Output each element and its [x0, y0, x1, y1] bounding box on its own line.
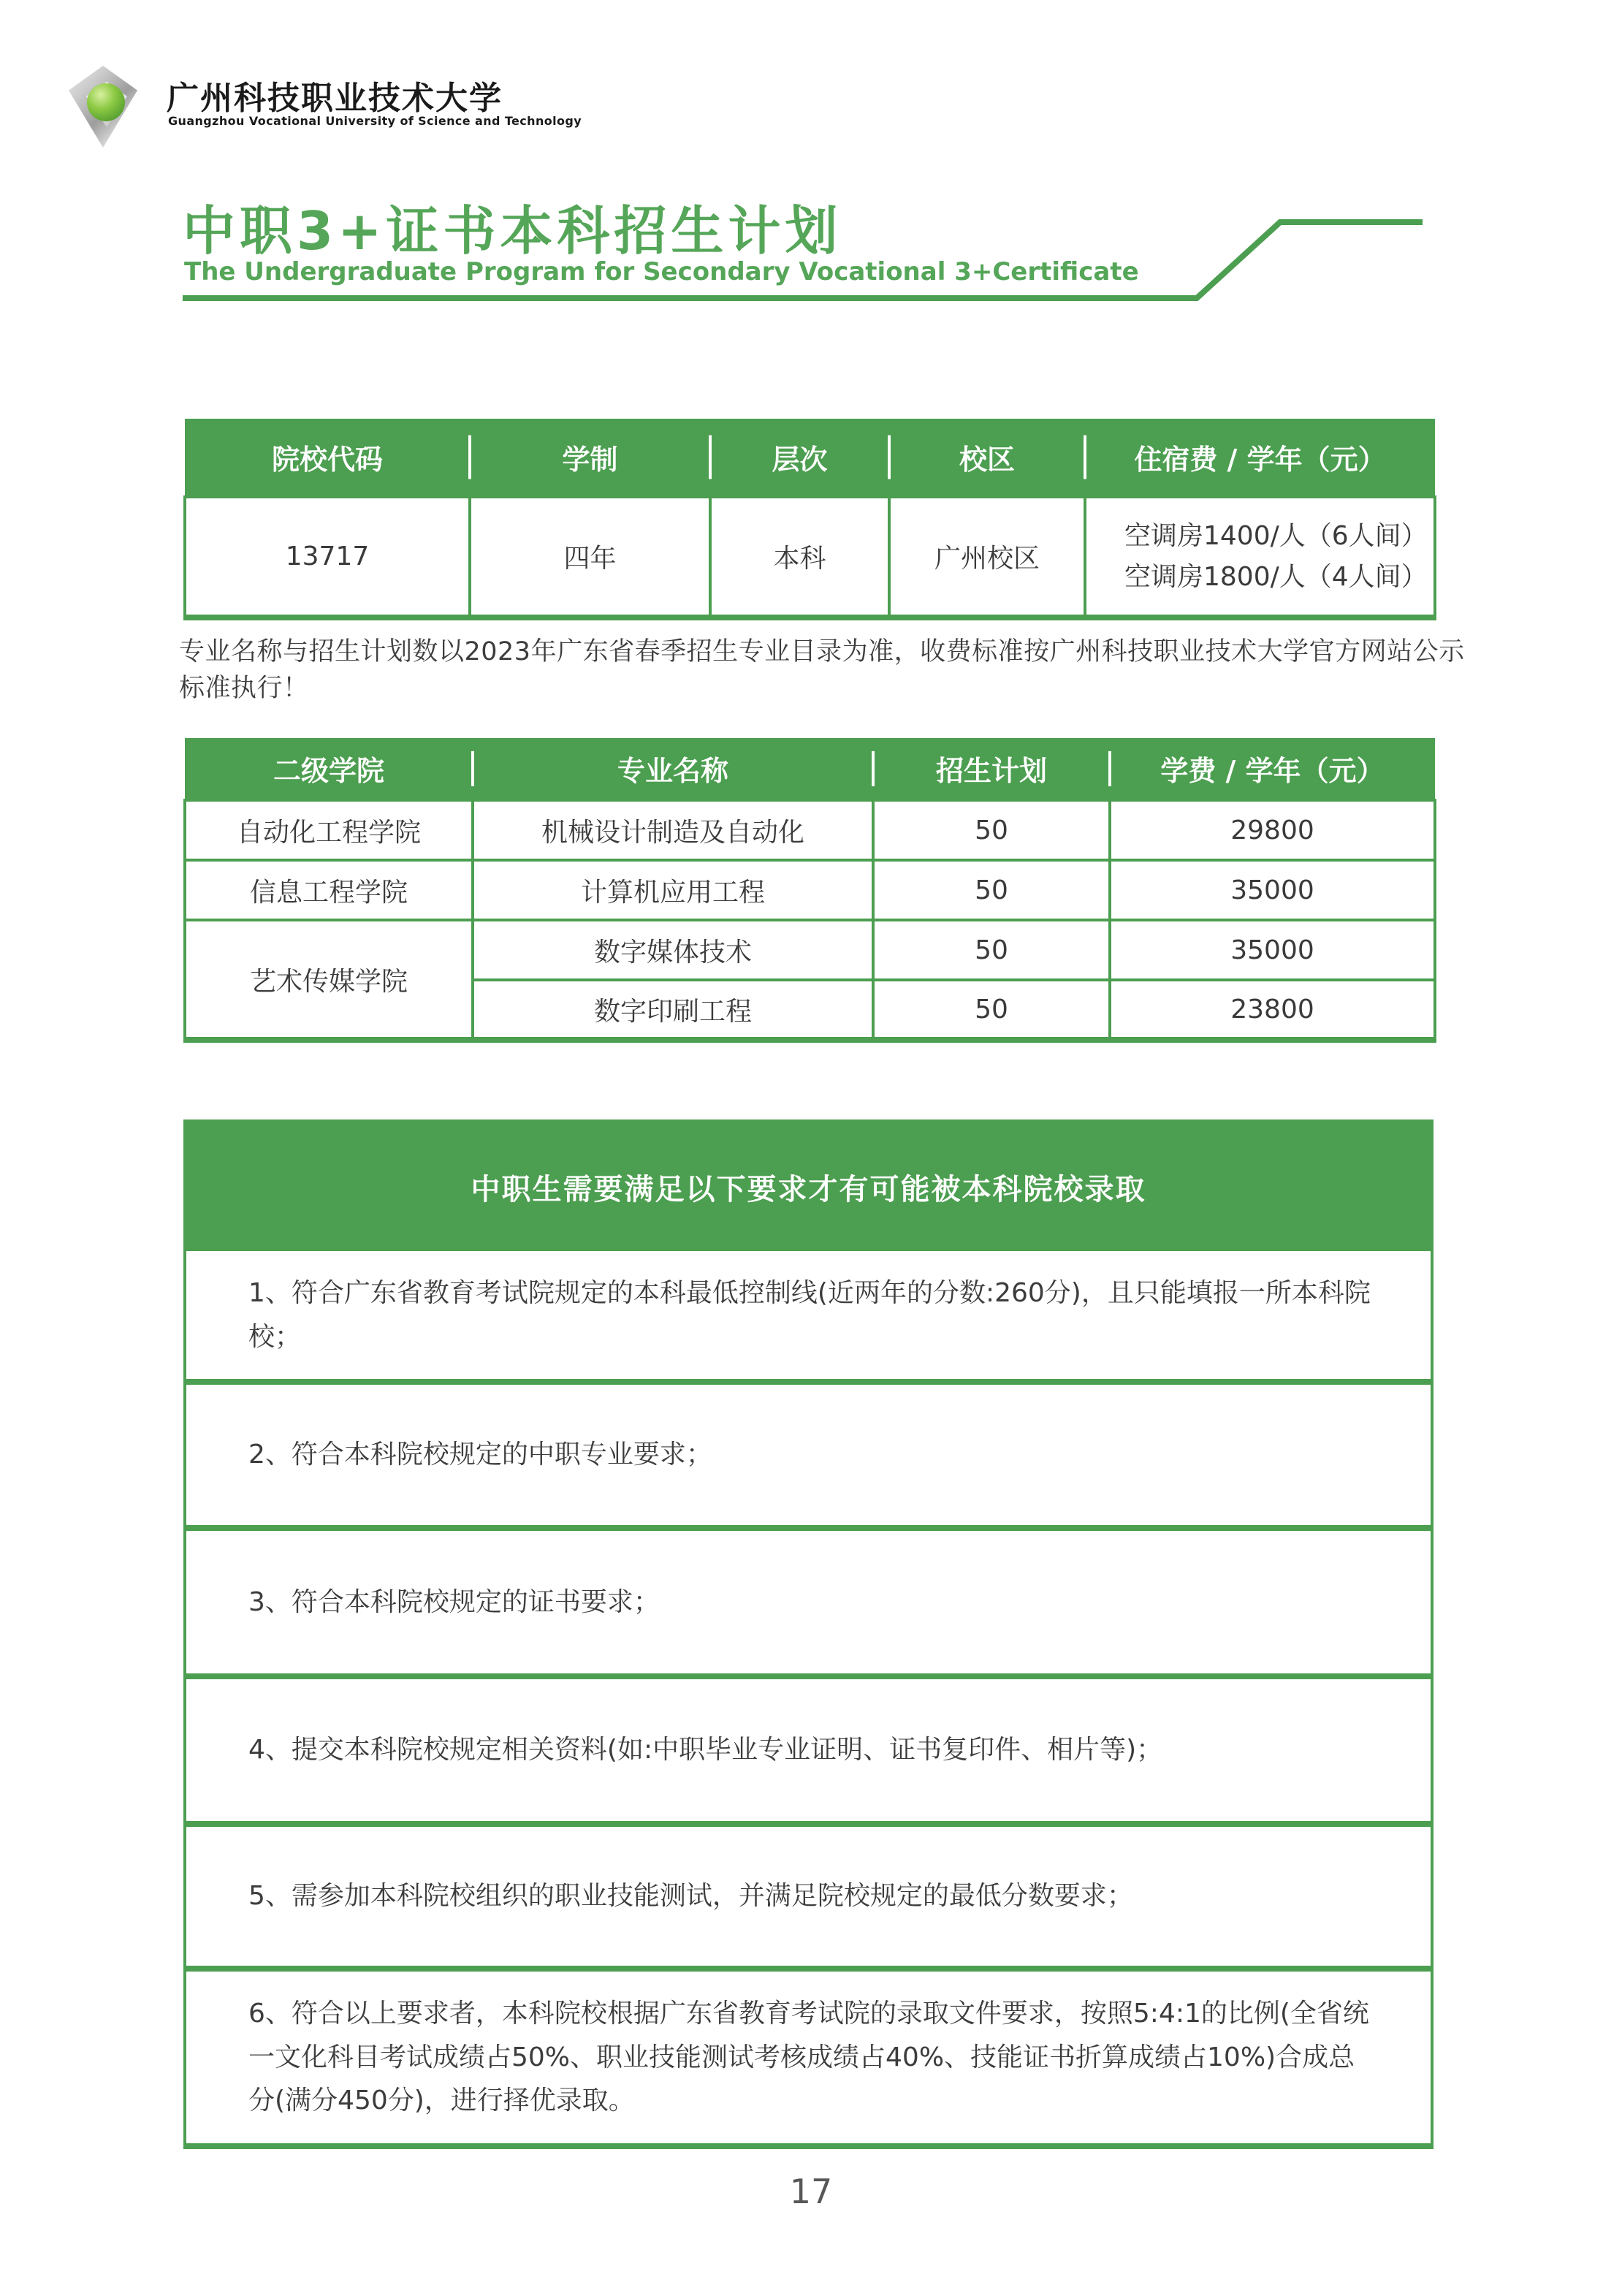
cell-fee: 35000 — [1110, 860, 1435, 920]
cell-level: 本科 — [710, 497, 889, 617]
header-college: 二级学院 — [185, 738, 473, 800]
cell-accommodation — [1085, 497, 1435, 617]
requirement-item-6 — [186, 1966, 1431, 2143]
page-subtitle: The Undergraduate Program for Secondary Vocational 3+Certificate — [184, 257, 1139, 286]
requirement-item-1 — [186, 1251, 1431, 1379]
diamond-logo-icon — [62, 66, 144, 148]
page-number: 17 — [789, 2172, 833, 2211]
note-text: 专业名称与招生计划数以2023年广东省春季招生专业目录为准，收费标准按广州科技职业技术大学官方网站公示标准执行！ — [179, 637, 1465, 703]
cell-college: 信息工程学院 — [185, 860, 473, 920]
university-name-en: Guangzhou Vocational University of Science and Technology — [168, 114, 582, 128]
cell-major: 计算机应用工程 — [473, 860, 873, 920]
cell-major: 机械设计制造及自动化 — [473, 800, 873, 860]
header-plan: 招生计划 — [873, 738, 1110, 800]
cell-college: 自动化工程学院 — [185, 800, 473, 860]
cell-college: 艺术传媒学院 — [185, 920, 473, 1040]
header-tuition: 学费 / 学年（元） — [1110, 738, 1435, 800]
requirement-text: 6、符合以上要求者，本科院校根据广东省教育考试院的录取文件要求，按照5:4:1的比例(全省统一文化科目考试成绩占50%、职业技能测试考核成绩占40%、技能证书折算成绩占10%)合成总分(满分450分)，进行择优录取。 — [248, 1999, 1369, 2116]
header-divider — [471, 750, 474, 786]
cell-plan: 50 — [873, 980, 1110, 1040]
green-sphere-icon — [87, 83, 125, 121]
header-divider — [1108, 750, 1111, 786]
cell-fee: 35000 — [1110, 920, 1435, 980]
header-divider — [709, 435, 712, 479]
header-divider — [872, 750, 875, 786]
requirement-text: 3、符合本科院校规定的证书要求； — [248, 1586, 660, 1617]
header-duration: 学制 — [470, 419, 710, 497]
cell-college-code: 13717 — [185, 497, 470, 617]
requirement-text: 2、符合本科院校规定的中职专业要求； — [248, 1440, 712, 1470]
cell-major: 数字媒体技术 — [473, 920, 873, 980]
institution-info-table — [183, 419, 1436, 620]
table-header-row — [185, 419, 1435, 497]
accommodation-line-2: 空调房1800/人（4人间） — [1124, 561, 1428, 592]
requirement-item-2 — [186, 1379, 1431, 1525]
table-row — [185, 920, 1435, 980]
cell-plan: 50 — [873, 800, 1110, 860]
header-level: 层次 — [710, 419, 889, 497]
cell-duration: 四年 — [470, 497, 710, 617]
cell-major: 数字印刷工程 — [473, 980, 873, 1040]
requirement-item-3 — [186, 1525, 1431, 1673]
cell-plan: 50 — [873, 920, 1110, 980]
table-row — [185, 800, 1435, 860]
page-title: 中职3+证书本科招生计划 — [183, 200, 842, 262]
cell-fee: 29800 — [1110, 800, 1435, 860]
requirement-text: 4、提交本科院校规定相关资料(如:中职毕业专业证明、证书复印件、相片等)； — [248, 1735, 1163, 1765]
requirements-title: 中职生需要满足以下要求才有可能被本科院校录取 — [186, 1122, 1431, 1251]
header-campus: 校区 — [889, 419, 1085, 497]
table-header-row — [185, 738, 1435, 800]
requirement-item-4 — [186, 1673, 1431, 1821]
table-row — [185, 497, 1435, 617]
header-major: 专业名称 — [473, 738, 873, 800]
requirement-text: 1、符合广东省教育考试院规定的本科最低控制线(近两年的分数:260分)，且只能填报一所本科院校； — [248, 1278, 1371, 1352]
university-logo — [58, 64, 716, 152]
enrollment-plan-table — [183, 738, 1436, 1043]
cell-campus: 广州校区 — [889, 497, 1085, 617]
header-accommodation-fee: 住宿费 / 学年（元） — [1085, 419, 1435, 497]
requirement-text: 5、需参加本科院校组织的职业技能测试，并满足院校规定的最低分数要求； — [248, 1881, 1133, 1912]
header-divider — [468, 435, 471, 479]
header-divider — [1084, 435, 1086, 479]
cell-plan: 50 — [873, 860, 1110, 920]
header-college-code: 院校代码 — [185, 419, 470, 497]
requirement-item-5 — [186, 1821, 1431, 1966]
requirements-box — [183, 1120, 1433, 2149]
accommodation-line-1: 空调房1400/人（6人间） — [1124, 520, 1428, 551]
header-divider — [888, 435, 891, 479]
university-name-cn: 广州科技职业技术大学 — [167, 80, 503, 117]
title-decorative-line — [183, 219, 1425, 305]
table-row — [185, 860, 1435, 920]
cell-fee: 23800 — [1110, 980, 1435, 1040]
